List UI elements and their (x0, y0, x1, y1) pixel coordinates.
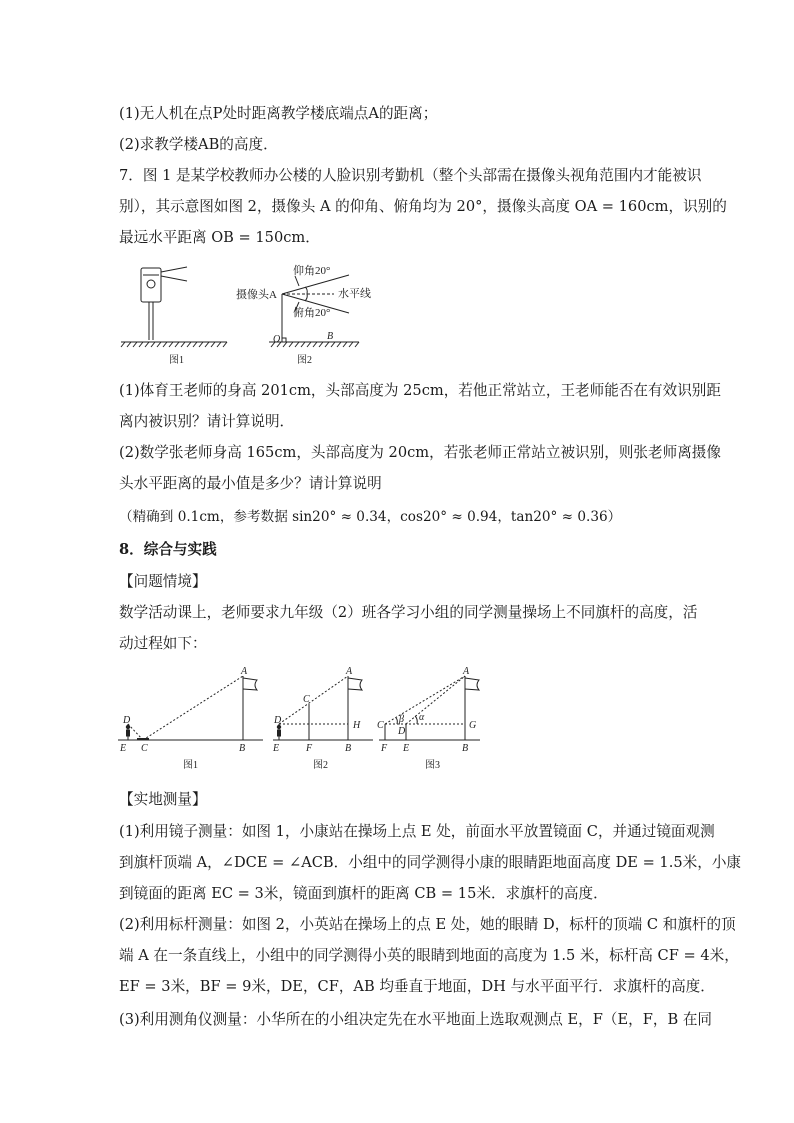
p8-f1-point-e: E (120, 743, 127, 754)
p7-q2-line-2: 头水平距离的最小值是多少？请计算说明 (119, 475, 382, 492)
p7-horizontal-label: 水平线 (338, 288, 371, 300)
p8-f3-angle-beta: β (399, 714, 404, 725)
p8-f1-point-a: A (241, 666, 248, 677)
p6-question-2: (2)求教学楼AB的高度． (119, 136, 278, 153)
p8-fig3-caption: 图3 (425, 760, 440, 771)
p8-m1-line-2: 到旗杆顶端 A，∠DCE = ∠ACB．小组中的同学测得小康的眼睛距地面高度 DE = 1.5米，小康 (119, 854, 742, 871)
p8-fig1-person (126, 725, 130, 737)
p8-f3-angle-alpha: α (419, 712, 425, 723)
p8-m3-line-1: (3)利用测角仪测量：小华所在的小组决定先在水平地面上选取观测点 E，F（E，F，B 在同 (119, 1011, 713, 1028)
p8-f3-point-c: C (377, 720, 384, 731)
p8-m1-line-3: 到镜面的距离 EC = 3米，镜面到旗杆的距离 CB = 15米．求旗杆的高度． (119, 885, 608, 902)
p8-f2-point-a: A (346, 666, 353, 677)
p7-reference-note: （精确到 0.1cm，参考数据 sin20° ≈ 0.34，cos20° ≈ 0.94，tan20° ≈ 0.36） (119, 509, 622, 525)
p8-m2-line-2: 端 A 在一条直线上，小组中的同学测得小英的眼睛到地面的高度为 1.5 米，标杆高 CF = 4米， (119, 947, 739, 964)
p8-fig3-drawing (379, 676, 480, 740)
p8-fig2-person (277, 725, 281, 737)
p8-f1-point-c: C (141, 743, 148, 754)
p7-fig1-device (141, 267, 187, 340)
p8-f3-point-f: F (381, 743, 388, 754)
p8-f3-point-g: G (469, 720, 477, 731)
p7-figure (119, 258, 371, 370)
p8-f2-point-f: F (306, 743, 313, 754)
p7-fig2-caption: 图2 (297, 355, 312, 366)
p8-fig1-caption: 图1 (183, 760, 198, 771)
p8-section-measurement: 【实地测量】 (119, 791, 207, 808)
p8-f3-point-a: A (463, 666, 470, 677)
p7-camera-label: 摄像头A (236, 289, 277, 301)
p8-f3-point-d: D (398, 726, 406, 737)
p7-depression-label: 俯角20° (293, 307, 331, 319)
p8-situation-line-1: 数学活动课上，老师要求九年级（2）班各学习小组的同学测量操场上不同旗杆的高度，活 (119, 604, 698, 621)
p7-fig1-caption: 图1 (169, 355, 184, 366)
p8-situation-line-2: 动过程如下： (119, 635, 207, 652)
p7-fig2-ground (269, 342, 359, 347)
p8-f3-point-e: E (403, 743, 410, 754)
p8-figures (115, 662, 505, 774)
p7-stem-line-3: 最远水平距离 OB = 150cm． (119, 229, 320, 246)
p8-fig2-caption: 图2 (313, 760, 328, 771)
p8-f3-point-b: B (462, 743, 469, 754)
p8-section-situation: 【问题情境】 (119, 573, 207, 590)
p7-q1-line-2: 离内被识别？请计算说明． (119, 413, 295, 430)
p7-q2-line-1: (2)数学张老师身高 165cm，头部高度为 20cm，若张老师正常站立被识别，则张老师离摄像 (119, 444, 721, 461)
p8-f2-point-b: B (345, 743, 352, 754)
p8-m2-line-1: (2)利用标杆测量：如图 2，小英站在操场上的点 E 处，她的眼睛 D，标杆的顶端 C 和旗杆的顶 (119, 916, 736, 933)
p8-f2-point-h: H (353, 720, 361, 731)
p8-title: 8．综合与实践 (119, 541, 217, 558)
p6-question-1: (1)无人机在点P处时距离教学楼底端点A的距离； (119, 105, 438, 122)
p7-point-o: O (273, 334, 281, 345)
p7-stem-line-1: 7．图 1 是某学校教师办公楼的人脸识别考勤机（整个头部需在摄像头视角范围内才能被识 (119, 167, 702, 184)
p8-fig1-drawing (118, 676, 263, 740)
p7-point-b: B (327, 331, 334, 342)
p8-m1-line-1: (1)利用镜子测量：如图 1，小康站在操场上点 E 处，前面水平放置镜面 C，并通过镜面观测 (119, 823, 715, 840)
p7-elevation-label: 仰角20° (293, 265, 331, 277)
p7-stem-line-2: 别），其示意图如图 2，摄像头 A 的仰角、俯角均为 20°，摄像头高度 OA = 160cm，识别的 (119, 198, 727, 215)
p8-f1-point-b: B (239, 743, 246, 754)
p8-f2-point-d: D (274, 715, 282, 726)
p8-f2-point-e: E (273, 743, 280, 754)
p8-f2-point-c: C (303, 694, 310, 705)
p7-q1-line-1: (1)体育王老师的身高 201cm，头部高度为 25cm，若他正常站立，王老师能否在有效识别距 (119, 382, 721, 399)
p8-f1-point-d: D (123, 715, 131, 726)
p8-m2-line-3: EF = 3米，BF = 9米，DE，CF，AB 均垂直于地面，DH 与水平面平行．求旗杆的高度． (119, 978, 715, 995)
p7-fig1-ground (121, 342, 227, 347)
